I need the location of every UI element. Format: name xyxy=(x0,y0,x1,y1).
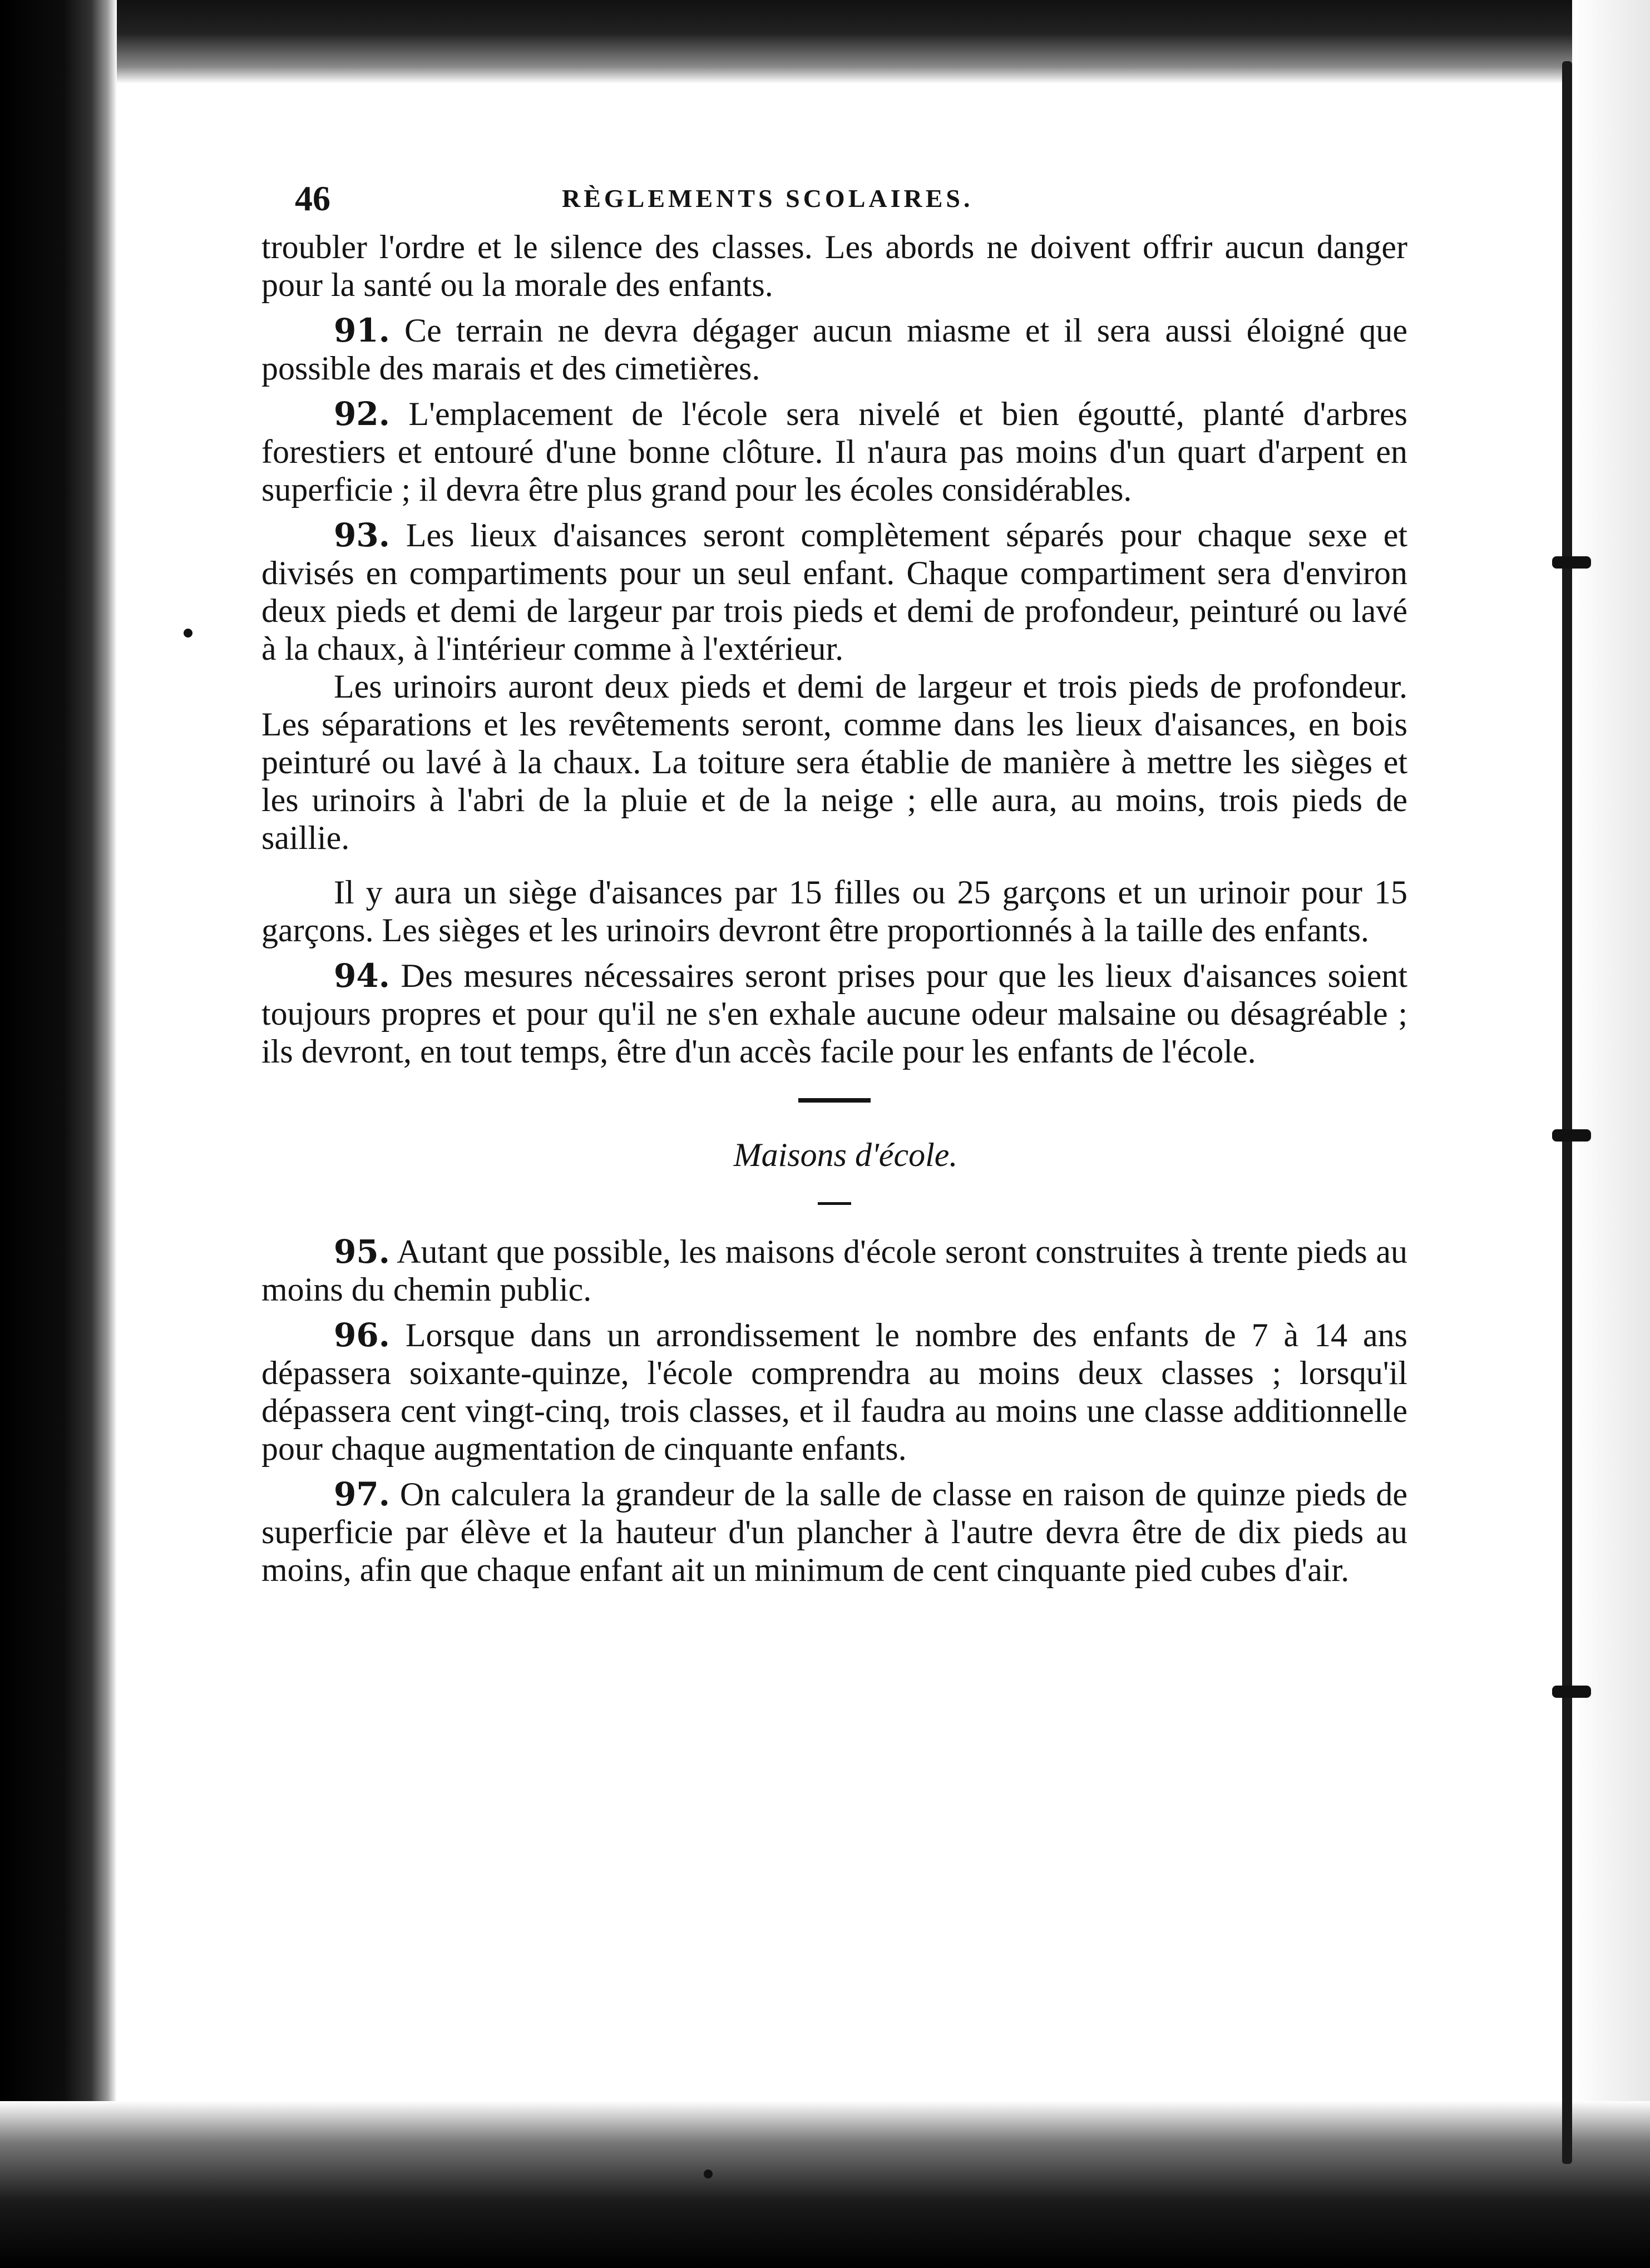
article-number: 97. xyxy=(334,1475,390,1513)
article-number: 95. xyxy=(334,1233,390,1271)
paragraph-text: L'emplacement de l'école sera nivelé et bien égoutté, planté d'arbres forestiers et entouré d'une bonne clôture. Il n'aura pas moins d'un quart d'arpent en superficie ; il devra être plus grand pour les écoles considérables. xyxy=(261,396,1407,508)
binding-edge xyxy=(1562,61,1572,2164)
article-91 xyxy=(261,312,1407,387)
binding-notch xyxy=(1552,1686,1591,1698)
paragraph-text: Autant que possible, les maisons d'école seront construites à trente pieds au moins du chemin public. xyxy=(261,1233,1407,1308)
scan-speck xyxy=(704,2170,713,2178)
article-95 xyxy=(261,1233,1407,1308)
binding-notch xyxy=(1552,556,1591,569)
paragraph-text: Lorsque dans un arrondissement le nombre des enfants de 7 à 14 ans dépassera soixante-quinze, l'école comprendra au moins deux classes ; lorsqu'il dépassera cent vingt-cinq, trois classes, et il faudra au moins une classe additionnelle pour chaque augmentation de cinquante enfants. xyxy=(261,1317,1407,1467)
scan-speck xyxy=(184,629,192,638)
paragraph-text: Ce terrain ne devra dégager aucun miasme et il sera aussi éloigné que possible des marais et des cimetières. xyxy=(261,312,1407,387)
page-number: 46 xyxy=(295,179,330,218)
paragraph xyxy=(261,873,1407,949)
running-head xyxy=(261,167,1407,228)
paragraph-text: Les lieux d'aisances seront complètement séparés pour chaque sexe et divisés en compartiments pour un seul enfant. Chaque compartiment sera d'environ deux pieds et demi de largeur par trois pieds et demi de profondeur, peinturé ou lavé à la chaux, à l'intérieur comme à l'extérieur. xyxy=(261,517,1408,667)
section-rule-short xyxy=(818,1202,851,1205)
article-94 xyxy=(261,957,1407,1070)
article-number: 96. xyxy=(334,1316,390,1354)
paragraph-text: Des mesures nécessaires seront prises pour que les lieux d'aisances soient toujours propres et pour qu'il ne s'en exhale aucune odeur malsaine ou désagréable ; ils devront, en tout temps, être d'un accès facile pour les enfants de l'école. xyxy=(261,957,1407,1070)
scan-border-bottom xyxy=(0,2101,1650,2268)
binding-notch xyxy=(1552,1129,1591,1142)
article-number: 94. xyxy=(334,957,390,995)
paragraph-text: Les urinoirs auront deux pieds et demi de largeur et trois pieds de profondeur. Les séparations et les revêtements seront, comme dans les lieux d'aisances, en bois peinturé ou lavé à la chaux. La toiture sera établie de manière à mettre les sièges et les urinoirs à l'abri de la pluie et de la neige ; elle aura, au moins, trois pieds de saillie. xyxy=(261,668,1407,856)
paragraph xyxy=(261,228,1407,304)
article-number: 93. xyxy=(334,516,390,554)
article-93 xyxy=(261,516,1407,668)
book-page xyxy=(261,167,1407,1597)
paragraph-text: troubler l'ordre et le silence des classes. Les abords ne doivent offrir aucun danger pour la santé ou la morale des enfants. xyxy=(261,229,1407,303)
paragraph-text: Il y aura un siège d'aisances par 15 filles ou 25 garçons et un urinoir pour 15 garçons. Les sièges et les urinoirs devront être proportionnés à la taille des enfants. xyxy=(261,874,1407,948)
paragraph-text: On calculera la grandeur de la salle de classe en raison de quinze pieds de superficie par élève et la hauteur d'un plancher à l'autre devra être de dix pieds au moins, afin que chaque enfant ait un minimum de cent cinquante pied cubes d'air. xyxy=(261,1476,1407,1588)
paragraph xyxy=(261,668,1407,857)
scan-border-left xyxy=(0,0,117,2268)
running-title: RÈGLEMENTS SCOLAIRES. xyxy=(562,184,974,213)
article-number: 91. xyxy=(334,312,390,349)
article-96 xyxy=(261,1316,1407,1467)
section-title: Maisons d'école. xyxy=(733,1137,958,1173)
section-rule xyxy=(798,1098,871,1103)
article-97 xyxy=(261,1475,1407,1589)
article-92 xyxy=(261,395,1407,508)
scan-border-top xyxy=(0,0,1650,83)
article-number: 92. xyxy=(334,395,390,433)
